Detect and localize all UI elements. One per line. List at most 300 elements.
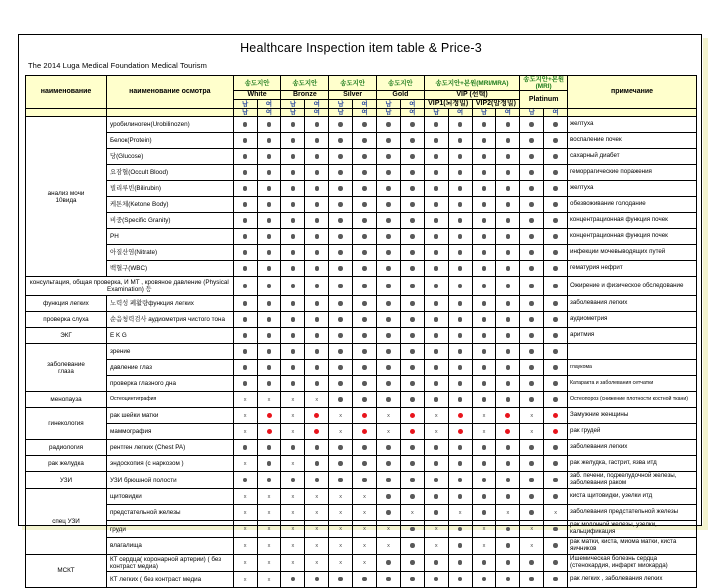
dot-icon: [506, 577, 511, 582]
dot-icon: [315, 333, 320, 338]
mark-cell: [448, 165, 472, 181]
dot-icon: [458, 478, 463, 483]
mark-cell: [329, 344, 353, 360]
dot-icon: [243, 218, 248, 223]
mark-cell: [233, 472, 257, 489]
mark-cell: [353, 296, 377, 312]
table-row: [26, 489, 697, 505]
mark-cell: [520, 538, 544, 555]
dot-icon: [434, 560, 439, 565]
red-dot-icon: [553, 429, 558, 434]
mark-cell: [520, 117, 544, 133]
row-group-label: УЗИ: [26, 472, 107, 489]
mark-cell: [400, 261, 424, 277]
mark-cell: [305, 538, 329, 555]
mark-cell: [233, 554, 257, 571]
mark-cell: [544, 229, 568, 245]
dot-icon: [482, 301, 487, 306]
dot-icon: [434, 250, 439, 255]
mark-cell: [233, 296, 257, 312]
cross-icon: x: [315, 560, 319, 567]
mark-cell: [520, 165, 544, 181]
dot-icon: [315, 301, 320, 306]
dot-icon: [410, 234, 415, 239]
dot-icon: [410, 284, 415, 289]
dot-icon: [482, 317, 487, 322]
mark-cell: [496, 328, 520, 344]
dot-icon: [315, 138, 320, 143]
dot-icon: [434, 397, 439, 402]
mark-cell: [377, 229, 401, 245]
dot-icon: [267, 250, 272, 255]
mark-cell: [281, 571, 305, 587]
sex-m-4: 남: [377, 109, 401, 117]
mark-cell: [496, 245, 520, 261]
mark-cell: [377, 440, 401, 456]
dot-icon: [458, 202, 463, 207]
mark-cell: [329, 165, 353, 181]
dot-icon: [506, 317, 511, 322]
dot-icon: [434, 301, 439, 306]
mark-cell: [424, 197, 448, 213]
cross-icon: x: [267, 397, 271, 404]
row-note: рак матки, киста, миома матки, киста яичников: [568, 538, 697, 555]
dot-icon: [362, 170, 367, 175]
mark-cell: [520, 197, 544, 213]
mark-cell: [520, 571, 544, 587]
cross-icon: x: [291, 493, 295, 500]
header-sex-male-bronze: 남: [281, 100, 305, 109]
mark-cell: [472, 229, 496, 245]
dot-icon: [410, 461, 415, 466]
row-note: рак грудей: [568, 424, 697, 440]
dot-icon: [458, 122, 463, 127]
mark-cell: [233, 424, 257, 440]
mark-cell: [448, 213, 472, 229]
dot-icon: [410, 317, 415, 322]
sex-m-3: 남: [329, 109, 353, 117]
dot-icon: [529, 186, 534, 191]
mark-cell: [424, 440, 448, 456]
table-row: [26, 392, 697, 408]
dot-icon: [243, 266, 248, 271]
dot-icon: [338, 138, 343, 143]
row-group-label: ЭКГ: [26, 328, 107, 344]
dot-icon: [338, 445, 343, 450]
cross-icon: x: [243, 397, 247, 404]
dot-icon: [362, 397, 367, 402]
dot-icon: [410, 154, 415, 159]
mark-cell: [329, 133, 353, 149]
mark-cell: [281, 376, 305, 392]
mark-cell: [496, 424, 520, 440]
dot-icon: [529, 317, 534, 322]
mark-cell: [353, 489, 377, 505]
row-exam-label: 당(Glucose): [107, 149, 234, 165]
dot-icon: [362, 333, 367, 338]
dot-icon: [267, 381, 272, 386]
mark-cell: [424, 277, 448, 296]
sex-m-1: 남: [233, 109, 257, 117]
mark-cell: [400, 213, 424, 229]
cross-icon: x: [267, 526, 271, 533]
mark-cell: [329, 376, 353, 392]
dot-icon: [243, 250, 248, 255]
dot-icon: [482, 349, 487, 354]
header-vip-group: VIP (선택): [424, 91, 520, 100]
dot-icon: [410, 381, 415, 386]
dot-icon: [267, 365, 272, 370]
cross-icon: x: [434, 413, 438, 420]
mark-cell: [281, 521, 305, 538]
dot-icon: [553, 250, 558, 255]
dot-icon: [553, 461, 558, 466]
mark-cell: [448, 424, 472, 440]
mark-cell: [377, 133, 401, 149]
dot-icon: [458, 333, 463, 338]
mark-cell: [353, 408, 377, 424]
dot-icon: [553, 154, 558, 159]
dot-icon: [386, 170, 391, 175]
dot-icon: [458, 577, 463, 582]
dot-icon: [362, 381, 367, 386]
mark-cell: [520, 344, 544, 360]
mark-cell: [305, 312, 329, 328]
mark-cell: [233, 328, 257, 344]
mark-cell: [257, 440, 281, 456]
row-exam-label: рентген легких (Chest PA): [107, 440, 234, 456]
dot-icon: [482, 250, 487, 255]
mark-cell: [305, 328, 329, 344]
mark-cell: [257, 521, 281, 538]
sex-f-4: 여: [400, 109, 424, 117]
mark-cell: [257, 472, 281, 489]
mark-cell: [329, 521, 353, 538]
header-col-note: примечание: [568, 76, 697, 109]
dot-icon: [553, 577, 558, 582]
mark-cell: [305, 344, 329, 360]
dot-icon: [362, 234, 367, 239]
mark-cell: [281, 424, 305, 440]
cross-icon: x: [434, 429, 438, 436]
dot-icon: [553, 397, 558, 402]
row-exam-label: проверка глазного дна: [107, 376, 234, 392]
mark-cell: [448, 261, 472, 277]
row-exam-label: 요잠혈(Occult Blood): [107, 165, 234, 181]
mark-cell: [353, 229, 377, 245]
mark-cell: [400, 360, 424, 376]
cross-icon: x: [482, 543, 486, 550]
mark-cell: [472, 277, 496, 296]
mark-cell: [544, 360, 568, 376]
dot-icon: [315, 365, 320, 370]
dot-icon: [362, 284, 367, 289]
mark-cell: [377, 424, 401, 440]
mark-cell: [233, 344, 257, 360]
dot-icon: [410, 266, 415, 271]
mark-cell: [353, 277, 377, 296]
dot-icon: [315, 577, 320, 582]
mark-cell: [353, 312, 377, 328]
mark-cell: [496, 521, 520, 538]
red-dot-icon: [267, 413, 272, 418]
mark-cell: [448, 440, 472, 456]
dot-icon: [458, 527, 463, 532]
dot-icon: [291, 170, 296, 175]
row-exam-label: груди: [107, 521, 234, 538]
mark-cell: [472, 117, 496, 133]
dot-icon: [482, 202, 487, 207]
row-exam-label: 백혈구(WBC): [107, 261, 234, 277]
dot-icon: [386, 234, 391, 239]
mark-cell: [496, 392, 520, 408]
dot-icon: [315, 317, 320, 322]
dot-icon: [338, 301, 343, 306]
mark-cell: [424, 392, 448, 408]
row-exam-label: Остеоцинтиграфия: [107, 392, 234, 408]
mark-cell: [400, 505, 424, 521]
cross-icon: x: [291, 429, 295, 436]
cross-icon: x: [530, 413, 534, 420]
dot-icon: [243, 317, 248, 322]
dot-icon: [458, 170, 463, 175]
dot-icon: [434, 577, 439, 582]
mark-cell: [520, 456, 544, 472]
row-exam-label: маммография: [107, 424, 234, 440]
row-group-label: радиология: [26, 440, 107, 456]
mark-cell: [377, 213, 401, 229]
mark-cell: [472, 521, 496, 538]
dot-icon: [386, 266, 391, 271]
mark-cell: [544, 296, 568, 312]
row-group-label: анализ мочи 10видa: [26, 117, 107, 277]
mark-cell: [448, 181, 472, 197]
mark-cell: [472, 165, 496, 181]
dot-icon: [506, 478, 511, 483]
dot-icon: [553, 381, 558, 386]
dot-icon: [434, 122, 439, 127]
mark-cell: [544, 149, 568, 165]
sex-m-6: 남: [472, 109, 496, 117]
mark-cell: [448, 197, 472, 213]
dot-icon: [506, 349, 511, 354]
header-brand-silver: 송도지안: [329, 76, 377, 91]
mark-cell: [496, 213, 520, 229]
mark-cell: [496, 505, 520, 521]
mark-cell: [448, 117, 472, 133]
dot-icon: [267, 445, 272, 450]
dot-icon: [291, 301, 296, 306]
mark-cell: [544, 538, 568, 555]
mark-cell: [377, 312, 401, 328]
mark-cell: [496, 165, 520, 181]
dot-icon: [291, 365, 296, 370]
mark-cell: [400, 408, 424, 424]
mark-cell: [496, 408, 520, 424]
mark-cell: [520, 181, 544, 197]
dot-icon: [458, 445, 463, 450]
dot-icon: [291, 333, 296, 338]
dot-icon: [458, 186, 463, 191]
mark-cell: [496, 261, 520, 277]
mark-cell: [281, 538, 305, 555]
mark-cell: [544, 408, 568, 424]
mark-cell: [424, 472, 448, 489]
dot-icon: [410, 494, 415, 499]
dot-icon: [529, 266, 534, 271]
cross-icon: x: [387, 429, 390, 436]
mark-cell: [281, 261, 305, 277]
dot-icon: [338, 577, 343, 582]
dot-icon: [553, 122, 558, 127]
cross-icon: x: [554, 509, 557, 516]
table-row: [26, 312, 697, 328]
row-exam-label: давление глаз: [107, 360, 234, 376]
mark-cell: [448, 456, 472, 472]
dot-icon: [386, 138, 391, 143]
dot-icon: [482, 154, 487, 159]
mark-cell: [329, 261, 353, 277]
dot-icon: [243, 170, 248, 175]
sex-m-2: 남: [281, 109, 305, 117]
mark-cell: [377, 521, 401, 538]
dot-icon: [434, 234, 439, 239]
row-note: концентрационная функция почек: [568, 229, 697, 245]
mark-cell: [281, 505, 305, 521]
dot-icon: [362, 202, 367, 207]
header-vip2: VIP2(암정밀): [472, 100, 520, 109]
dot-icon: [315, 250, 320, 255]
row-exam-label: 아질산염(Nitrate): [107, 245, 234, 261]
table-row: [26, 328, 697, 344]
mark-cell: [257, 277, 281, 296]
dot-icon: [291, 138, 296, 143]
mark-cell: [496, 456, 520, 472]
dot-icon: [338, 234, 343, 239]
row-note: аритмия: [568, 328, 697, 344]
mark-cell: [257, 312, 281, 328]
dot-icon: [386, 218, 391, 223]
mark-cell: [353, 424, 377, 440]
mark-cell: [305, 489, 329, 505]
mark-cell: [329, 312, 353, 328]
header-sex-female-white: 여: [257, 100, 281, 109]
table-row: [26, 149, 697, 165]
mark-cell: [281, 440, 305, 456]
mark-cell: [448, 505, 472, 521]
cross-icon: x: [315, 526, 319, 533]
table-row: [26, 261, 697, 277]
dot-icon: [458, 250, 463, 255]
dot-icon: [434, 445, 439, 450]
dot-icon: [291, 122, 296, 127]
mark-cell: [472, 149, 496, 165]
mark-cell: [233, 360, 257, 376]
cross-icon: x: [434, 526, 438, 533]
mark-cell: [377, 197, 401, 213]
row-note: геморрагические поражения: [568, 165, 697, 181]
dot-icon: [291, 218, 296, 223]
dot-icon: [362, 122, 367, 127]
mark-cell: [472, 489, 496, 505]
mark-cell: [305, 245, 329, 261]
dot-icon: [315, 445, 320, 450]
header-brand-bronze: 송도지안: [281, 76, 329, 91]
mark-cell: [424, 312, 448, 328]
table-row: [26, 360, 697, 376]
mark-cell: [281, 472, 305, 489]
row-group-label: спец УЗИ: [26, 489, 107, 555]
mark-cell: [353, 505, 377, 521]
row-group-label: заболевание глаза: [26, 344, 107, 392]
mark-cell: [496, 133, 520, 149]
dot-icon: [267, 170, 272, 175]
cross-icon: x: [530, 543, 534, 550]
dot-icon: [362, 218, 367, 223]
dot-icon: [386, 250, 391, 255]
table-head: [26, 76, 697, 117]
table-row: [26, 554, 697, 571]
dot-icon: [291, 202, 296, 207]
sex-f-2: 여: [305, 109, 329, 117]
mark-cell: [329, 472, 353, 489]
mark-cell: [257, 344, 281, 360]
mark-cell: [233, 213, 257, 229]
table-row: [26, 344, 697, 360]
cross-icon: x: [363, 526, 366, 533]
mark-cell: [329, 456, 353, 472]
mark-cell: [544, 472, 568, 489]
cross-icon: x: [339, 509, 343, 516]
dot-icon: [243, 284, 248, 289]
mark-cell: [305, 277, 329, 296]
table-row: [26, 296, 697, 312]
mark-cell: [353, 181, 377, 197]
mark-cell: [281, 133, 305, 149]
dot-icon: [386, 478, 391, 483]
cross-icon: x: [506, 509, 510, 516]
mark-cell: [257, 538, 281, 555]
mark-cell: [472, 456, 496, 472]
row-exam-label: консультация, общая проверка, И МТ , кровяное давление (Physical Examination) 등: [26, 277, 234, 296]
mark-cell: [377, 392, 401, 408]
mark-cell: [353, 149, 377, 165]
dot-icon: [553, 560, 558, 565]
mark-cell: [257, 229, 281, 245]
row-note: Ишемическая болезнь сердца (стенокардия, инфаркт миокарда): [568, 554, 697, 571]
mark-cell: [305, 505, 329, 521]
cross-icon: x: [267, 576, 271, 583]
cross-icon: x: [267, 493, 271, 500]
dot-icon: [267, 349, 272, 354]
cross-icon: x: [339, 543, 343, 550]
table-row: [26, 165, 697, 181]
dot-icon: [529, 381, 534, 386]
mark-cell: [329, 554, 353, 571]
mark-cell: [233, 408, 257, 424]
mark-cell: [353, 261, 377, 277]
header-brand-white: 송도지안: [233, 76, 281, 91]
mark-cell: [377, 538, 401, 555]
dot-icon: [434, 510, 439, 515]
mark-cell: [400, 440, 424, 456]
dot-icon: [482, 397, 487, 402]
mark-cell: [424, 360, 448, 376]
dot-icon: [529, 510, 534, 515]
dot-icon: [482, 266, 487, 271]
cross-icon: x: [315, 397, 319, 404]
header-brand-gold: 송도지안: [377, 76, 425, 91]
